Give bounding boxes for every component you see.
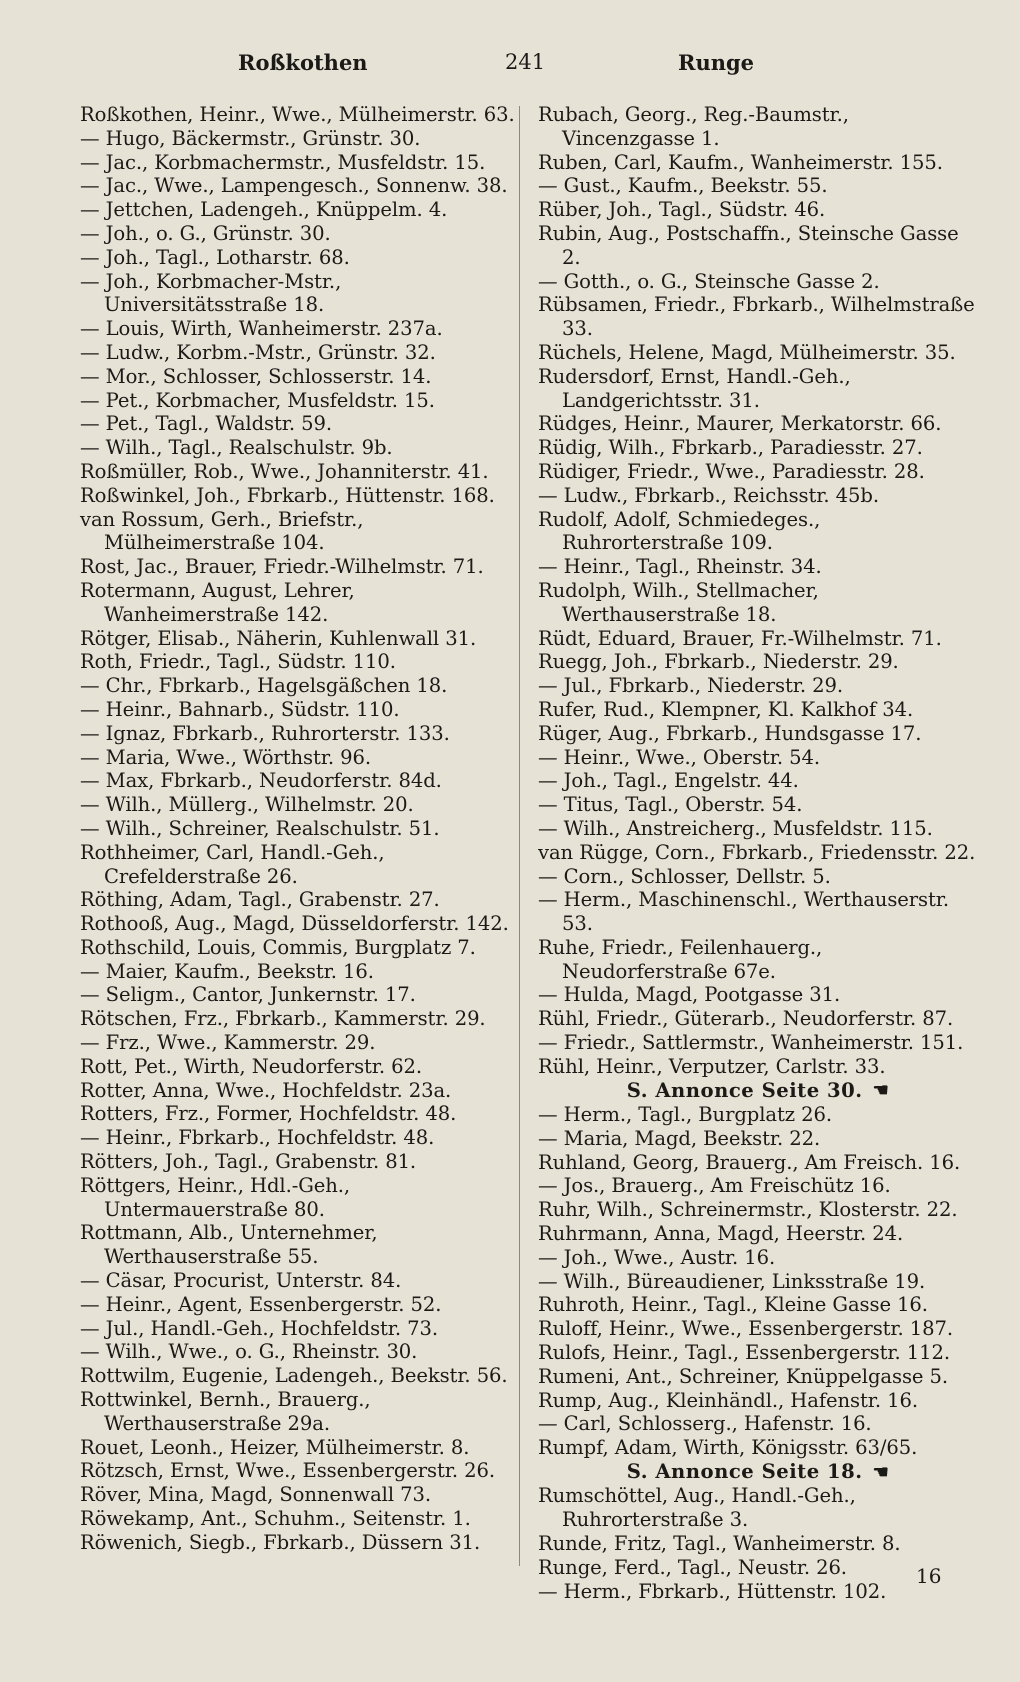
directory-entry xyxy=(538,1198,978,1222)
directory-entry xyxy=(538,1151,978,1175)
directory-entry xyxy=(80,270,520,318)
entry-text: Ruhland, Georg, Brauerg., Am Freisch. 16. xyxy=(538,1150,961,1174)
directory-entry xyxy=(538,198,978,222)
entry-text: — Wilh., Schreiner, Realschulstr. 51. xyxy=(80,816,440,840)
directory-entry xyxy=(80,1364,520,1388)
directory-entry xyxy=(80,341,520,365)
entry-text: Rühl, Friedr., Güterarb., Neudorferstr. 87. xyxy=(538,1007,954,1031)
entry-text: — Maria, Magd, Beekstr. 22. xyxy=(538,1126,821,1150)
directory-entry xyxy=(80,912,520,936)
directory-entry xyxy=(538,579,978,627)
entry-text: — Jac., Wwe., Lampengesch., Sonnenw. 38. xyxy=(80,174,508,198)
directory-entry xyxy=(80,1340,520,1364)
page-number: 241 xyxy=(505,50,546,74)
entry-text: Rötters, Joh., Tagl., Grabenstr. 81. xyxy=(80,1150,417,1174)
entry-text: Röwekamp, Ant., Schuhm., Seitenstr. 1. xyxy=(80,1507,471,1531)
entry-text: Rotter, Anna, Wwe., Hochfeldstr. 23a. xyxy=(80,1078,452,1102)
entry-text: Rottwilm, Eugenie, Ladengeh., Beekstr. 56. xyxy=(80,1364,508,1388)
directory-entry xyxy=(80,1459,520,1483)
directory-entry xyxy=(80,650,520,674)
directory-entry xyxy=(80,722,520,746)
entry-text: Rudersdorf, Ernst, Handl.-Geh., Landgerichtsstr. 31. xyxy=(538,364,851,412)
entry-text: Rulofs, Heinr., Tagl., Essenbergerstr. 112. xyxy=(538,1341,950,1365)
entry-text: Rotermann, August, Lehrer, Wanheimerstraße 142. xyxy=(80,578,355,626)
directory-entry xyxy=(80,1221,520,1269)
entry-text: — Joh., Wwe., Austr. 16. xyxy=(538,1245,776,1269)
entry-text: — Wilh., Wwe., o. G., Rheinstr. 30. xyxy=(80,1340,418,1364)
entry-text: Rott, Pet., Wirth, Neudorferstr. 62. xyxy=(80,1054,423,1078)
annonce-reference xyxy=(538,1460,978,1484)
entry-text: Rötger, Elisab., Näherin, Kuhlenwall 31. xyxy=(80,626,477,650)
directory-entry xyxy=(538,627,978,651)
entry-text: Rumschöttel, Aug., Handl.-Geh., Ruhrorterstraße 3. xyxy=(538,1484,856,1532)
entry-text: Rüger, Aug., Fbrkarb., Hundsgasse 17. xyxy=(538,721,922,745)
directory-entry xyxy=(538,436,978,460)
directory-entry xyxy=(538,1007,978,1031)
entry-text: Röver, Mina, Magd, Sonnenwall 73. xyxy=(80,1483,432,1507)
directory-entry xyxy=(538,270,978,294)
entry-text: Rüdig, Wilh., Fbrkarb., Paradiesstr. 27. xyxy=(538,436,923,460)
directory-entry xyxy=(538,698,978,722)
directory-entry xyxy=(538,1127,978,1151)
directory-entry xyxy=(538,674,978,698)
entry-text: — Titus, Tagl., Oberstr. 54. xyxy=(538,793,803,817)
entry-text: — Chr., Fbrkarb., Hagelsgäßchen 18. xyxy=(80,674,448,698)
directory-entry xyxy=(80,365,520,389)
directory-entry xyxy=(80,174,520,198)
entry-text: Rubin, Aug., Postschaffn., Steinsche Gasse 2. xyxy=(538,221,959,269)
entry-text: Ruhe, Friedr., Feilenhauerg., Neudorferstraße 67e. xyxy=(538,935,823,983)
directory-entry xyxy=(538,508,978,556)
entry-text: — Seligm., Cantor, Junkernstr. 17. xyxy=(80,983,416,1007)
directory-entry xyxy=(80,389,520,413)
entry-text: — Jul., Handl.-Geh., Hochfeldstr. 73. xyxy=(80,1316,439,1340)
entry-text: Röthing, Adam, Tagl., Grabenstr. 27. xyxy=(80,888,440,912)
entry-text: Rubach, Georg., Reg.-Baumstr., Vincenzgasse 1. xyxy=(538,103,849,150)
directory-entry xyxy=(80,698,520,722)
directory-entry xyxy=(538,1532,978,1556)
directory-entry xyxy=(80,1317,520,1341)
directory-entry xyxy=(80,412,520,436)
directory-entry xyxy=(538,555,978,579)
directory-entry xyxy=(538,1412,978,1436)
directory-entry xyxy=(538,1103,978,1127)
entry-text: — Jul., Fbrkarb., Niederstr. 29. xyxy=(538,674,843,698)
directory-entry xyxy=(80,198,520,222)
entry-text: Rudolph, Wilh., Stellmacher, Werthauserstraße 18. xyxy=(538,578,819,626)
entry-text: Rötschen, Frz., Fbrkarb., Kammerstr. 29. xyxy=(80,1007,486,1031)
entry-text: Rump, Aug., Kleinhändl., Hafenstr. 16. xyxy=(538,1388,918,1412)
entry-text: Rothooß, Aug., Magd, Düsseldorferstr. 142. xyxy=(80,912,509,936)
annonce-reference xyxy=(538,1079,978,1103)
entry-text: Ruben, Carl, Kaufm., Wanheimerstr. 155. xyxy=(538,150,943,174)
directory-entry xyxy=(80,460,520,484)
left-column xyxy=(80,103,520,1555)
directory-entry xyxy=(538,1341,978,1365)
directory-entry xyxy=(538,1031,978,1055)
entry-text: — Gotth., o. G., Steinsche Gasse 2. xyxy=(538,269,880,293)
entry-text: — Frz., Wwe., Kammerstr. 29. xyxy=(80,1031,376,1055)
entry-text: Rüdt, Eduard, Brauer, Fr.-Wilhelmstr. 71. xyxy=(538,626,942,650)
directory-entry xyxy=(538,1556,978,1580)
entry-text: — Corn., Schlosser, Dellstr. 5. xyxy=(538,864,831,888)
directory-entry xyxy=(538,888,978,936)
entry-text: Rottwinkel, Bernh., Brauerg., Werthauserstraße 29a. xyxy=(80,1388,371,1435)
directory-entry xyxy=(538,936,978,984)
directory-entry xyxy=(80,151,520,175)
entry-text: Rumpf, Adam, Wirth, Königsstr. 63/65. xyxy=(538,1436,918,1460)
directory-entry xyxy=(80,746,520,770)
directory-entry xyxy=(538,650,978,674)
entry-text: — Heinr., Fbrkarb., Hochfeldstr. 48. xyxy=(80,1126,435,1150)
entry-text: — Ludw., Korbm.-Mstr., Grünstr. 32. xyxy=(80,340,436,364)
directory-entry xyxy=(80,627,520,651)
entry-text: — Herm., Maschinenschl., Werthauserstr. 53. xyxy=(538,888,950,936)
directory-entry xyxy=(538,1222,978,1246)
directory-entry xyxy=(538,1293,978,1317)
entry-text: — Heinr., Wwe., Oberstr. 54. xyxy=(538,745,821,769)
directory-entry xyxy=(80,508,520,556)
entry-text: — Friedr., Sattlermstr., Wanheimerstr. 151. xyxy=(538,1031,964,1055)
entry-text: — Jettchen, Ladengeh., Knüppelm. 4. xyxy=(80,198,448,222)
directory-entry xyxy=(80,1531,520,1555)
entry-text: Ruegg, Joh., Fbrkarb., Niederstr. 29. xyxy=(538,650,899,674)
entry-text: Ruhroth, Heinr., Tagl., Kleine Gasse 16. xyxy=(538,1293,928,1317)
directory-entry xyxy=(80,841,520,889)
entry-text: — Pet., Tagl., Waldstr. 59. xyxy=(80,412,332,436)
entry-text: — Ignaz, Fbrkarb., Ruhrorterstr. 133. xyxy=(80,721,450,745)
entry-text: Röttgers, Heinr., Hdl.-Geh., Untermauerstraße 80. xyxy=(80,1173,351,1221)
directory-entry xyxy=(538,151,978,175)
entry-text: Ruloff, Heinr., Wwe., Essenbergerstr. 187. xyxy=(538,1317,954,1341)
entry-text: S. Annonce Seite 18. xyxy=(626,1460,863,1484)
entry-text: Rothschild, Louis, Commis, Burgplatz 7. xyxy=(80,935,476,959)
directory-entry xyxy=(80,1079,520,1103)
entry-text: Rüber, Joh., Tagl., Südstr. 46. xyxy=(538,198,826,222)
directory-entry xyxy=(80,579,520,627)
directory-entry xyxy=(80,1031,520,1055)
directory-entry xyxy=(80,674,520,698)
directory-entry xyxy=(538,983,978,1007)
directory-entry xyxy=(538,1174,978,1198)
entry-text: Rost, Jac., Brauer, Friedr.-Wilhelmstr. 71. xyxy=(80,555,484,579)
directory-entry xyxy=(538,817,978,841)
directory-entry xyxy=(80,1007,520,1031)
directory-entry xyxy=(538,341,978,365)
entry-text: Roßwinkel, Joh., Fbrkarb., Hüttenstr. 168. xyxy=(80,483,495,507)
entry-text: — Jac., Korbmachermstr., Musfeldstr. 15. xyxy=(80,150,486,174)
entry-text: — Heinr., Tagl., Rheinstr. 34. xyxy=(538,555,822,579)
entry-text: Rühl, Heinr., Verputzer, Carlstr. 33. xyxy=(538,1054,886,1078)
entry-text: Rüdiger, Friedr., Wwe., Paradiesstr. 28. xyxy=(538,459,925,483)
directory-entry xyxy=(538,1270,978,1294)
entry-text: — Jos., Brauerg., Am Freischütz 16. xyxy=(538,1174,891,1198)
directory-entry xyxy=(538,293,978,341)
entry-text: Rottmann, Alb., Unternehmer, Werthauserstraße 55. xyxy=(80,1221,378,1269)
directory-entry xyxy=(538,174,978,198)
directory-entry xyxy=(80,317,520,341)
entry-text: — Hugo, Bäckermstr., Grünstr. 30. xyxy=(80,126,421,150)
entry-text: S. Annonce Seite 30. xyxy=(626,1078,863,1102)
directory-entry xyxy=(80,1102,520,1126)
entry-text: Rouet, Leonh., Heizer, Mülheimerstr. 8. xyxy=(80,1435,470,1459)
entry-text: — Maier, Kaufm., Beekstr. 16. xyxy=(80,959,374,983)
entry-text: — Wilh., Müllerg., Wilhelmstr. 20. xyxy=(80,793,414,817)
directory-entry xyxy=(538,841,978,865)
directory-entry xyxy=(80,222,520,246)
entry-text: — Maria, Wwe., Wörthstr. 96. xyxy=(80,745,371,769)
entry-text: — Joh., Tagl., Engelstr. 44. xyxy=(538,769,799,793)
entry-text: Rudolf, Adolf, Schmiedeges., Ruhrorterstraße 109. xyxy=(538,507,821,555)
entry-text: — Herm., Fbrkarb., Hüttenstr. 102. xyxy=(538,1579,887,1603)
page-header xyxy=(0,50,1020,90)
directory-entry xyxy=(80,960,520,984)
entry-text: — Joh., o. G., Grünstr. 30. xyxy=(80,221,331,245)
directory-entry xyxy=(80,817,520,841)
entry-text: Rumeni, Ant., Schreiner, Knüppelgasse 5. xyxy=(538,1364,949,1388)
entry-text: van Rügge, Corn., Fbrkarb., Friedensstr. 22. xyxy=(538,840,976,864)
directory-entry xyxy=(538,769,978,793)
directory-entry xyxy=(80,246,520,270)
directory-entry xyxy=(80,936,520,960)
entry-text: Rotters, Frz., Former, Hochfeldstr. 48. xyxy=(80,1102,457,1126)
entry-text: Roßmüller, Rob., Wwe., Johanniterstr. 41. xyxy=(80,459,489,483)
entry-text: — Louis, Wirth, Wanheimerstr. 237a. xyxy=(80,317,443,341)
directory-entry xyxy=(538,1389,978,1413)
entry-text: — Wilh., Tagl., Realschulstr. 9b. xyxy=(80,436,393,460)
entry-text: Röwenich, Siegb., Fbrkarb., Düssern 31. xyxy=(80,1530,481,1554)
directory-entry xyxy=(80,1269,520,1293)
directory-entry xyxy=(80,769,520,793)
entry-text: — Cäsar, Procurist, Unterstr. 84. xyxy=(80,1269,402,1293)
directory-entry xyxy=(538,793,978,817)
directory-entry xyxy=(538,103,978,151)
signature-number: 16 xyxy=(916,1564,942,1588)
entry-text: Rübsamen, Friedr., Fbrkarb., Wilhelmstraße 33. xyxy=(538,293,975,341)
pointing-hand-icon: ☚ xyxy=(872,1080,890,1102)
entry-text: — Max, Fbrkarb., Neudorferstr. 84d. xyxy=(80,769,442,793)
entry-text: — Mor., Schlosser, Schlosserstr. 14. xyxy=(80,364,432,388)
directory-entry xyxy=(538,1246,978,1270)
entry-text: Runde, Fritz, Tagl., Wanheimerstr. 8. xyxy=(538,1532,901,1555)
entry-text: Roßkothen, Heinr., Wwe., Mülheimerstr. 63. xyxy=(80,103,515,126)
pointing-hand-icon: ☚ xyxy=(872,1461,890,1483)
entry-text: — Pet., Korbmacher, Musfeldstr. 15. xyxy=(80,388,435,412)
entry-text: — Joh., Korbmacher-Mstr., Universitätsstraße 18. xyxy=(80,269,342,317)
entry-text: van Rossum, Gerh., Briefstr., Mülheimerstraße 104. xyxy=(80,507,364,555)
directory-entry xyxy=(538,412,978,436)
directory-entry xyxy=(80,1507,520,1531)
directory-entry xyxy=(80,888,520,912)
directory-entry xyxy=(538,1317,978,1341)
entry-text: Ruhrmann, Anna, Magd, Heerstr. 24. xyxy=(538,1222,904,1246)
entry-text: Rufer, Rud., Klempner, Kl. Kalkhof 34. xyxy=(538,697,914,721)
directory-entry xyxy=(80,983,520,1007)
directory-entry xyxy=(80,127,520,151)
directory-entry xyxy=(538,365,978,413)
directory-entry xyxy=(80,555,520,579)
entry-text: — Herm., Tagl., Burgplatz 26. xyxy=(538,1103,832,1127)
directory-entry xyxy=(538,1055,978,1079)
entry-text: — Gust., Kaufm., Beekstr. 55. xyxy=(538,174,828,198)
directory-entry xyxy=(80,1436,520,1460)
directory-entry xyxy=(538,865,978,889)
entry-text: — Hulda, Magd, Pootgasse 31. xyxy=(538,983,841,1007)
directory-entry xyxy=(80,1055,520,1079)
directory-entry xyxy=(80,1483,520,1507)
header-right-keyword: Runge xyxy=(678,50,755,75)
directory-entry xyxy=(538,222,978,270)
header-left-keyword: Roßkothen xyxy=(238,50,368,75)
directory-entry xyxy=(80,1126,520,1150)
entry-text: — Heinr., Agent, Essenbergerstr. 52. xyxy=(80,1292,442,1316)
directory-entry xyxy=(538,1365,978,1389)
directory-entry xyxy=(80,436,520,460)
directory-entry xyxy=(80,793,520,817)
right-column xyxy=(538,103,978,1603)
entry-text: Rüchels, Helene, Magd, Mülheimerstr. 35. xyxy=(538,340,956,364)
directory-entry xyxy=(538,460,978,484)
column-divider xyxy=(519,106,520,1566)
entry-text: Ruhr, Wilh., Schreinermstr., Klosterstr. 22. xyxy=(538,1198,958,1222)
entry-text: — Wilh., Anstreicherg., Musfeldstr. 115. xyxy=(538,816,933,840)
entry-text: — Carl, Schlosserg., Hafenstr. 16. xyxy=(538,1412,872,1436)
entry-text: Rötzsch, Ernst, Wwe., Essenbergerstr. 26. xyxy=(80,1459,496,1483)
entry-text: Rüdges, Heinr., Maurer, Merkatorstr. 66. xyxy=(538,412,942,436)
entry-text: — Joh., Tagl., Lotharstr. 68. xyxy=(80,245,350,269)
directory-entry xyxy=(538,722,978,746)
directory-entry xyxy=(80,1293,520,1317)
directory-entry xyxy=(80,1388,520,1436)
entry-text: — Heinr., Bahnarb., Südstr. 110. xyxy=(80,697,400,721)
directory-entry xyxy=(80,1150,520,1174)
directory-entry xyxy=(538,1484,978,1532)
directory-entry xyxy=(80,484,520,508)
directory-entry xyxy=(538,746,978,770)
entry-text: Rothheimer, Carl, Handl.-Geh., Crefelderstraße 26. xyxy=(80,840,385,888)
entry-text: — Wilh., Büreaudiener, Linksstraße 19. xyxy=(538,1269,926,1293)
directory-entry xyxy=(538,1580,978,1604)
directory-entry xyxy=(80,1174,520,1222)
entry-text: Roth, Friedr., Tagl., Südstr. 110. xyxy=(80,650,396,674)
entry-text: — Ludw., Fbrkarb., Reichsstr. 45b. xyxy=(538,483,879,507)
directory-entry xyxy=(538,1436,978,1460)
directory-entry xyxy=(80,103,520,127)
directory-entry xyxy=(538,484,978,508)
entry-text: Runge, Ferd., Tagl., Neustr. 26. xyxy=(538,1555,847,1579)
